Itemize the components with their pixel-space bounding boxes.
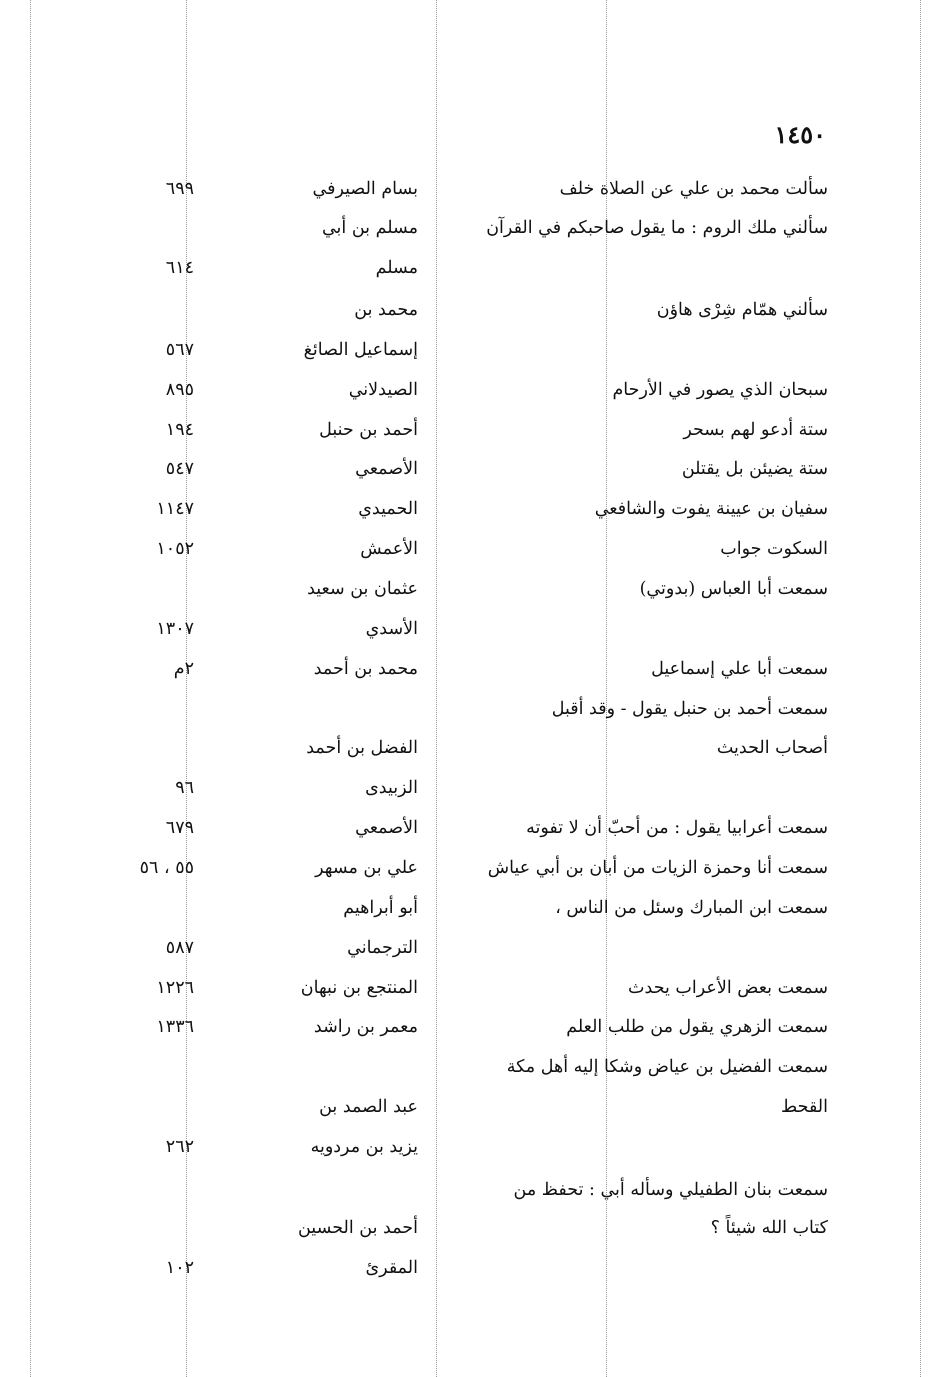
- row-14-text: سمعت أبا علي إسماعيل: [651, 659, 828, 679]
- row-9-text: ستة يضيئن بل يقتلن: [681, 459, 828, 479]
- row-2-text: سألني ملك الروم : ما يقول صاحبكم في القرآن: [486, 218, 828, 238]
- row-17-page: ٩٦: [175, 778, 194, 798]
- row-21-name: الترجماني: [347, 938, 418, 958]
- row-11-text: السكوت جواب: [720, 539, 828, 559]
- row-28-name: أحمد بن الحسين: [297, 1218, 418, 1238]
- row-9-page: ٥٤٧: [165, 459, 194, 479]
- row-7-page: ٨٩٥: [165, 380, 194, 400]
- row-23-text: سمعت الزهري يقول من طلب العلم: [566, 1017, 828, 1037]
- row-14-name: محمد بن أحمد: [313, 659, 418, 679]
- row-19-name: علي بن مسهر: [315, 858, 418, 878]
- row-25-text: القحط: [781, 1097, 828, 1117]
- row-11-name: الأعمش: [360, 539, 418, 559]
- row-19-text: سمعت أنا وحمزة الزيات من أبان بن أبي عياش: [487, 858, 828, 878]
- row-18-name: الأصمعي: [355, 818, 418, 838]
- page-number: ١٤٥٠: [774, 120, 826, 149]
- row-9-name: الأصمعي: [355, 459, 418, 479]
- row-1-name: بسام الصيرفي: [312, 179, 418, 199]
- row-10-page: ١١٤٧: [156, 499, 194, 519]
- row-29-page: ١٠٢: [165, 1258, 194, 1278]
- row-3-page: ٦١٤: [165, 258, 194, 278]
- row-6-page: ٥٦٧: [165, 340, 194, 360]
- row-1-page: ٦٩٩: [165, 179, 194, 199]
- row-22-name: المنتجع بن نبهان: [300, 978, 418, 998]
- row-25-name: عبد الصمد بن: [319, 1097, 418, 1117]
- row-20-name: أبو أبراهيم: [343, 898, 418, 918]
- row-19-page: ٥٥ ، ٥٦: [139, 858, 194, 878]
- row-26-page: ٢٦٢: [165, 1137, 194, 1157]
- row-29-name: المقرئ: [365, 1258, 418, 1278]
- row-18-page: ٦٧٩: [165, 818, 194, 838]
- row-16-name: الفضل بن أحمد: [306, 738, 418, 758]
- row-22-text: سمعت بعض الأعراب يحدث: [628, 978, 828, 998]
- row-16-text: أصحاب الحديث: [716, 738, 828, 758]
- row-17-name: الزبيدى: [365, 778, 418, 798]
- row-13-name: الأسدي: [365, 619, 418, 639]
- row-15-text: سمعت أحمد بن حنبل يقول - وقد أقبل: [551, 699, 828, 719]
- row-11-page: ١٠٥٢: [156, 539, 194, 559]
- row-10-text: سفيان بن عيينة يفوت والشافعي: [594, 499, 828, 519]
- row-7-text: سبحان الذي يصور في الأرحام: [612, 380, 828, 400]
- row-27-text: سمعت بنان الطفيلي وسأله أبي : تحفظ من: [513, 1180, 828, 1200]
- row-3-name: مسلم: [375, 258, 418, 278]
- row-23-name: معمر بن راشد: [313, 1017, 418, 1037]
- row-1-text: سألت محمد بن علي عن الصلاة خلف: [559, 179, 828, 199]
- row-4-name: محمد بن: [354, 300, 418, 320]
- row-12-text: سمعت أبا العباس (بدوتي): [639, 579, 828, 599]
- row-7-name: الصيدلاني: [348, 380, 418, 400]
- row-6-name: إسماعيل الصائغ: [303, 340, 418, 360]
- row-5-text: سألني همّام شِرْى هاؤن: [656, 300, 828, 320]
- row-20-text: سمعت ابن المبارك وسئل من الناس ،: [555, 898, 828, 918]
- row-26-name: يزيد بن مردويه: [310, 1137, 418, 1157]
- row-18-text: سمعت أعرابيا يقول : من أحبّ أن لا تفوته: [526, 818, 828, 838]
- row-21-page: ٥٨٧: [165, 938, 194, 958]
- row-23-page: ١٣٣٦: [156, 1017, 194, 1037]
- row-28-text: كتاب الله شيئاً ؟: [710, 1218, 828, 1238]
- row-12-name: عثمان بن سعيد: [307, 579, 418, 599]
- row-13-page: ١٣٠٧: [156, 619, 194, 639]
- row-24-text: سمعت الفضيل بن عياض وشكا إليه أهل مكة: [506, 1057, 828, 1077]
- row-2-name: مسلم بن أبي: [321, 218, 418, 238]
- row-14-page: ٢م: [173, 659, 194, 679]
- row-8-text: ستة أدعو لهم بسحر: [683, 420, 828, 440]
- row-10-name: الحميدي: [358, 499, 418, 519]
- row-8-page: ١٩٤: [165, 420, 194, 440]
- row-8-name: أحمد بن حنبل: [319, 420, 418, 440]
- row-22-page: ١٢٢٦: [156, 978, 194, 998]
